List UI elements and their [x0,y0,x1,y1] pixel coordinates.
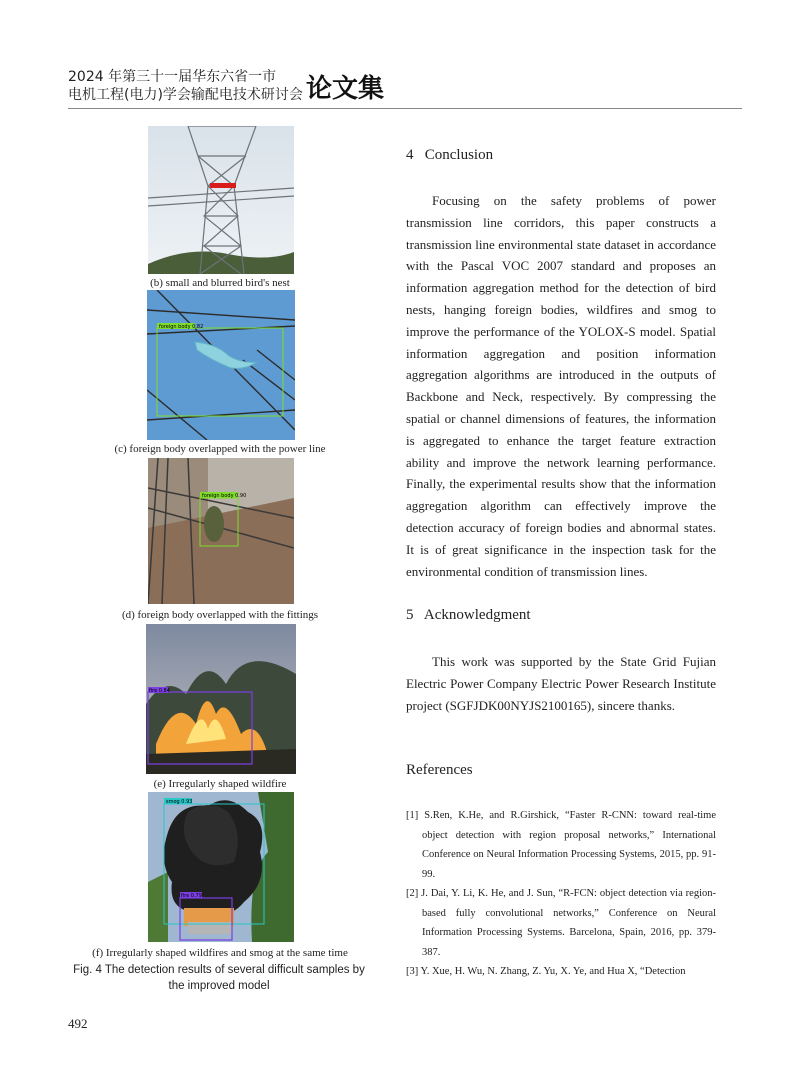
figure-f-image [148,792,294,942]
figure-e-box-label: fire 0.84 [149,688,170,694]
figure-c-caption: (c) foreign body overlapped with the power line [114,443,326,455]
figure-title-line-2: the improved model [168,980,270,992]
figure-d-caption: (d) foreign body overlapped with the fittings [121,609,319,621]
references-heading: References [406,762,473,778]
figure-f-caption: (f) Irregularly shaped wildfires and smog at the same time [92,947,348,959]
conclusion-text: Focusing on the safety problems of power transmission line corridors, this paper constructs a transmission line environmental state dataset in accordance with the Pascal VOC 2007 standard and proposes an information aggregation method for the detection of bird nests, hanging foreign bodies, wildfires and smog to improve the performance of the YOLOX-S model. Spatial information aggregation and position information aggregation algorithms are introduced in the outputs of Backbone and Neck, respectively. By compressing the spatial or channel dimensions of features, the information is aggregated to enhance the target feature extraction ability and improve the network learning performance. Finally, the experimental results show that the information aggregation algorithm can effectively improve the detection accuracy of foreign bodies and abnormal states. It is of great significance in the inspection task for the environmental condition of transmission lines. [406,193,716,579]
figure-f-fire-label: fire 0.79 [181,893,202,899]
figure-d-image [148,458,294,604]
figure-e-image [146,624,296,774]
figure-f-smog-label: smog 0.93 [166,799,193,805]
reference-item: [3] Y. Xue, H. Wu, N. Zhang, Z. Yu, X. Ye, and Hua X, “Detection [406,966,686,977]
figure-title-line-1: Fig. 4 The detection results of several difficult samples by [73,964,365,976]
conclusion-paragraph [406,190,716,582]
reference-item: [2] J. Dai, Y. Li, K. He, and J. Sun, “R-FCN: object detection via region-based fully convolutional networks,” Conference on Neural Information Processing Systems. Barcelona, Spain, 2016, pp. 379-387. [406,888,716,958]
page-number: 492 [68,1016,88,1031]
header-collection-title: 论文集 [306,74,385,104]
conclusion-heading: 4 Conclusion [406,147,494,163]
figure-e-caption: (e) Irregularly shaped wildfire [153,778,287,790]
figure-b-image [148,126,294,274]
figure-d-box-label: foreign body 0.90 [202,493,247,499]
header-line-2: 电机工程(电力)学会输配电技术研讨会 [68,87,303,103]
figure-c-image [147,290,295,440]
running-header [68,66,740,106]
acknowledgment-heading: 5 Acknowledgment [406,607,531,623]
acknowledgment-paragraph [406,651,716,716]
figure-b-caption: (b) small and blurred bird's nest [150,277,290,289]
reference-item: [1] S.Ren, K.He, and R.Girshick, “Faster R-CNN: toward real-time object detection with region proposal networks,” International Conference on Neural Information Processing Systems, 2015, pp. 91-99. [406,810,716,880]
header-rule [68,108,742,109]
figure-c-box-label: foreign body 0.82 [159,324,204,330]
acknowledgment-text: This work was supported by the State Grid Fujian Electric Power Company Electric Power Research Institute project (SGFJDK00NYJS2100165), sincere thanks. [406,654,716,713]
header-line-1: 2024 年第三十一届华东六省一市 [68,69,277,85]
references-list [406,806,716,982]
bird-nest-box [210,183,236,188]
figure-title [68,962,370,994]
